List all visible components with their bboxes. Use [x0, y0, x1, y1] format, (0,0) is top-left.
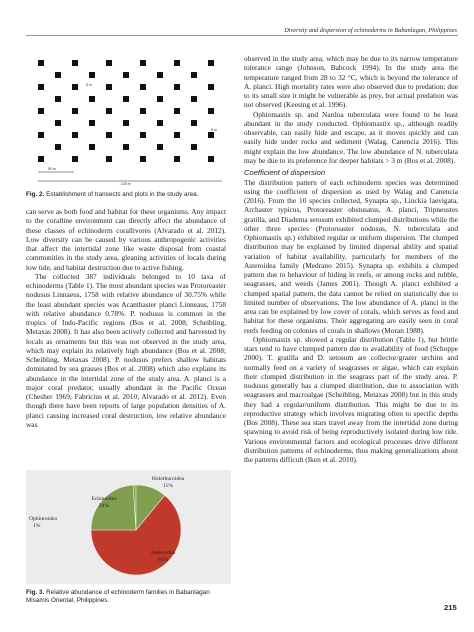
plot-square — [89, 96, 95, 102]
plot-square — [106, 84, 112, 90]
plot-square — [123, 96, 129, 102]
plot-square — [123, 120, 129, 126]
figure-3-caption — [26, 589, 226, 605]
section-heading: Coefficient of dispersion — [244, 168, 326, 177]
slice-label-echinoidea: Echinoidea — [91, 496, 117, 502]
plot-square — [157, 96, 163, 102]
right-paragraph: Ophiomastix sp. and Nardoa tuberculata were found to be least abundant in the study conducted. Ophiomastix sp., although readily observable, can easily hide and escape, as it moves quickly and can easily hide under rocks and sediment (Walag, Canencia 2016). This might explain the low abundance. The low abundance of N. tuberculata may be due to its preference for deeper habitats > 3 m (Bos et al. 2008). — [244, 109, 458, 165]
plot-square — [174, 60, 180, 66]
figure-2-caption-text: Establishment of transects and plots in the study area. — [44, 191, 199, 198]
plot-square — [123, 144, 129, 150]
plot-square — [38, 108, 44, 114]
figure-2-caption-label: Fig. 2. — [26, 191, 45, 198]
plot-square — [38, 60, 44, 66]
figure-2-transect-diagram — [26, 54, 231, 188]
figure-2-caption — [26, 191, 231, 199]
plot-square — [106, 132, 112, 138]
plot-square — [140, 60, 146, 66]
125m-label: 125 m — [121, 182, 131, 186]
plot-square — [123, 72, 129, 78]
figure-3-caption-text: Relative abundance of echinoderm families in Babanlagan Misamis Oriental, Philippines. — [26, 589, 210, 604]
page-number: 215 — [444, 603, 457, 612]
plot-square — [72, 108, 78, 114]
plot-square — [208, 84, 214, 90]
slice-label-asteroidea: Asteroidea — [150, 550, 176, 556]
plot-square — [89, 120, 95, 126]
50m-label: 50 m — [48, 167, 56, 171]
right-paragraph: The distribution pattern of each echinoderm species was determined using the coefficient of dispersion as used by Walag and Canencia (2016). From the 10 species collected, Synapta sp., Linckia laevigata, Archaster typicus, Protoreaster obstusatus, A. planci, Tripneustes gratilla, and Diadema setosum exhibited clumped distributions while the other three species (Protoreaster nodosus, N. tuberculata and Ophiomastix sp.) exhibited regular or uniform dispersion. The clumped distribution may be explained by limited dispersal ability and spatial variation of habitat availability, particularly for members of the Asteroidea family (Medrano 2015). Synapta sp. exhibits a clumped pattern due to behaviour of hiding in reefs, or among rocks and rubble, seagrasses, and weeds (James 2001). Though A. planci exhibited a clumped spatial pattern, the data cannot be relied on statistically due to limited number of observations. The low abundance of A. planci in the area can be explained by low cover of corals, which serves as food and habitat for these organisms. Their aggregating are easily seen in coral reefs feeding on colonies of corals in shallows (Moran 1988). — [244, 177, 458, 335]
plot-square — [140, 108, 146, 114]
plot-size-label-a: 5 m — [86, 83, 92, 87]
plot-square — [72, 156, 78, 162]
slice-pct-echinoidea: 24% — [98, 503, 110, 509]
right-column-body — [244, 54, 458, 464]
plot-square — [191, 120, 197, 126]
plot-square — [106, 108, 112, 114]
plot-square — [191, 96, 197, 102]
plot-square — [208, 60, 214, 66]
plot-square — [191, 72, 197, 78]
header-rule — [26, 35, 458, 36]
slice-pct-holothuroidea: 11% — [162, 483, 174, 489]
plot-square — [55, 96, 61, 102]
plot-square — [140, 132, 146, 138]
plot-square — [157, 120, 163, 126]
plot-square — [140, 156, 146, 162]
plot-square — [72, 132, 78, 138]
slice-label-ophiuroidea: Ophiuroidea — [29, 516, 57, 522]
plot-square — [191, 144, 197, 150]
plot-square — [55, 72, 61, 78]
plot-square — [72, 60, 78, 66]
plot-square — [72, 84, 78, 90]
slice-label-holothuroidea: Holothuroidea — [151, 476, 185, 482]
figure-3-caption-label: Fig. 3. — [26, 589, 45, 596]
plot-square — [38, 156, 44, 162]
plot-square — [157, 72, 163, 78]
left-paragraph: The collected 387 individuals belonged to 10 taxa of echinoderms (Table 1). The most abundant species was Protoreaster nodusus Linnaeus, 1758 with relative abundance of 30.75% while the least abundant species was Acanthaster planci Linneaus, 1758 with relative abundance 0.78%. P. nodusus is common in the tropics of Indo-Pacific regions (Bos et al. 2008; Scheibling, Metaxas 2008). It has also been actively collected and harvested by locals as ornaments but this was not observed in the study area, which may explain its relatively high abundance (Bos et al. 2008; Scheibling, Metaxas 2008). P. nodusus prefers shallow habitats dominated by sea grasses (Bos et al. 2008) which also explains its abundance in the intertidal zone of the study area. A. planci is a major coral predator, usually abundant in the Pacific Ocean (Chesher 1969; Fabricius et al. 2010; Alvarado et al. 2012). Even though there have been reports of large population densities of A. planci causing increased coral destruction, low relative abundance was — [26, 271, 226, 429]
plot-square — [55, 120, 61, 126]
plot-square — [106, 60, 112, 66]
plot-square — [140, 84, 146, 90]
plot-square — [174, 156, 180, 162]
plot-square — [208, 132, 214, 138]
plot-square — [157, 144, 163, 150]
left-column-body — [26, 207, 226, 429]
figure-3-pie-chart — [26, 470, 231, 584]
plot-square — [38, 132, 44, 138]
plot-square — [174, 84, 180, 90]
plot-square — [106, 156, 112, 162]
slice-pct-ophiuroidea: 1% — [33, 523, 41, 529]
plot-square — [38, 84, 44, 90]
plot-square — [89, 72, 95, 78]
slice-pct-asteroidea: 64% — [157, 557, 169, 563]
plot-square — [174, 108, 180, 114]
plot-square — [208, 108, 214, 114]
running-head: Diversity and dispersion of echinoderms in Babanlagan, Philippines — [284, 27, 457, 34]
right-paragraph: observed in the study area, which may be due to its narrow temperature tolerance range (Johnson, Babcock 1994). In the study area the temperature ranged from 28 to 32 °C, which is beyond the tolerance of A. planci. High mortality rates were also observed due to predation; due to its small size it might be vulnerable as prey, but actual predation was not observed (Keesing et al. 1996). — [244, 54, 458, 110]
right-paragraph: Ophiomastix sp. showed a regular distribution (Table 1), but brittle stars tend to have clumped pattern due to availability of food (Schoppe 2000). T. gratilla and D. setosum are collector/grazer urchins and normally feed on a variety of seagrasses or algae, which can explain their clumped distribution in the seagrass part of the study area. P. nodusus generally has a clumped distribution, due to association with seagrasses and macroalgae (Scheibling, Metaxas 2008) but in this study they had a regular/uniform distribution. This might be due to its reproductive strategy which involves migrating often to specific depths (Bos 2008). These sea stars travel away from the intertidal zone during spawning to avoid risk of being reproductively isolated during low tide. Various environmental factors and ecological processes drive different distribution patterns of echinoderms, thus making generalizations about the patterns difficult (Iken et al. 2010). — [244, 334, 458, 464]
plot-square — [208, 156, 214, 162]
plot-square — [89, 144, 95, 150]
left-paragraph: can serve as both food and habitat for these organisms. Any impact to the coralline environment can directly affect the abundance of these classes of echinoderm corallivores (Alvarado et al. 2012). Low diversity can be caused by various anthropogenic activities that affect the intertidal zone like waste disposal from coastal communities in the study area, gleaning activities of locals during low tide, and habitat destruction due to active fishing. — [26, 207, 226, 272]
plot-size-label-b: 5 m — [211, 128, 217, 132]
plot-grid — [38, 60, 214, 162]
plot-square — [55, 144, 61, 150]
plot-square — [174, 132, 180, 138]
